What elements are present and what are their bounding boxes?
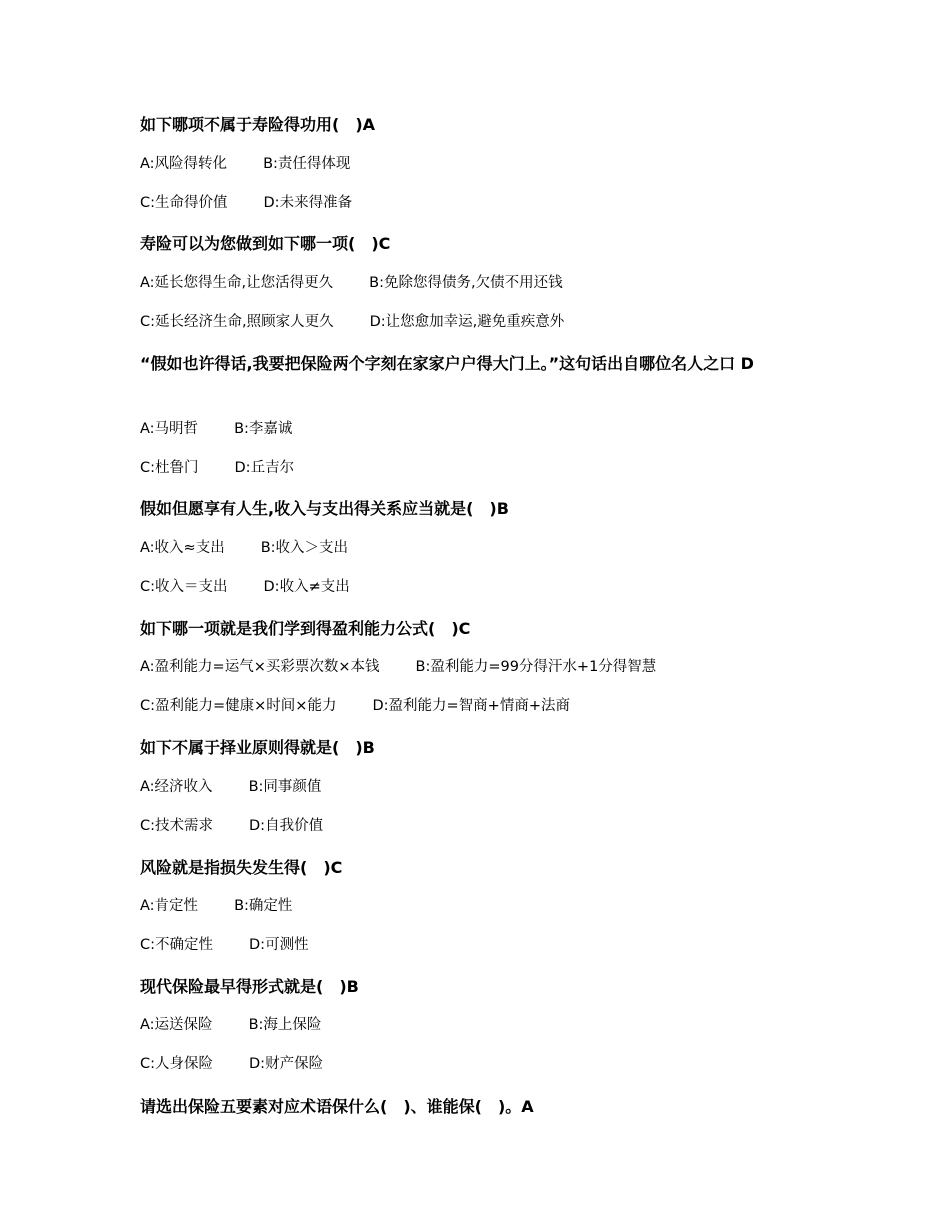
option-c: C:人身保险 <box>140 1056 214 1072</box>
option-b: B:李嘉诚 <box>234 421 293 437</box>
option-a: A:运送保险 <box>140 1017 213 1033</box>
option-d: D:未来得准备 <box>263 195 353 211</box>
option-b: B:收入＞支出 <box>260 540 349 556</box>
question-7: 风险就是指损失发生得( )C <box>140 858 343 877</box>
question-1: 如下哪项不属于寿险得功用( )A <box>140 115 376 134</box>
question-3: “假如也许得话,我要把保险两个字刻在家家户户得大门上。”这句话出自哪位名人之口 D <box>140 354 754 373</box>
question-4: 假如但愿享有人生,收入与支出得关系应当就是( )B <box>140 499 509 518</box>
option-b: B:盈利能力=99分得汗水+1分得智慧 <box>415 659 657 675</box>
option-d: D:丘吉尔 <box>234 460 295 476</box>
option-d: D:让您愈加幸运,避免重疾意外 <box>369 314 565 330</box>
option-row-3b <box>140 458 820 478</box>
option-a: A:经济收入 <box>140 779 213 795</box>
option-row-5a <box>140 657 820 677</box>
option-row-8b <box>140 1054 820 1074</box>
option-a: A:延长您得生命,让您活得更久 <box>140 275 334 291</box>
question-5: 如下哪一项就是我们学到得盈利能力公式( )C <box>140 619 471 638</box>
option-c: C:收入＝支出 <box>140 579 228 595</box>
option-row-1b <box>140 193 820 213</box>
option-row-2b <box>140 312 820 332</box>
option-b: B:海上保险 <box>248 1017 322 1033</box>
option-b: B:同事颜值 <box>248 779 322 795</box>
option-d: D:盈利能力=智商+情商+法商 <box>372 698 570 714</box>
question-8: 现代保险最早得形式就是( )B <box>140 977 359 996</box>
option-row-7b <box>140 935 820 955</box>
option-d: D:自我价值 <box>249 818 324 834</box>
option-row-4a <box>140 538 820 558</box>
option-row-7a <box>140 896 820 916</box>
option-b: B:确定性 <box>234 898 293 914</box>
option-row-6b <box>140 816 820 836</box>
option-row-6a <box>140 777 820 797</box>
option-d: D:财产保险 <box>249 1056 324 1072</box>
option-a: A:收入≈支出 <box>140 540 225 556</box>
option-c: C:延长经济生命,照顾家人更久 <box>140 314 334 330</box>
option-row-3a <box>140 419 820 439</box>
question-2: 寿险可以为您做到如下哪一项( )C <box>140 234 391 253</box>
option-c: C:盈利能力=健康×时间×能力 <box>140 698 337 714</box>
option-c: C:技术需求 <box>140 818 214 834</box>
option-d: D:收入≠支出 <box>263 579 350 595</box>
option-row-1a <box>140 154 820 174</box>
option-a: A:风险得转化 <box>140 156 228 172</box>
option-d: D:可测性 <box>249 937 309 953</box>
option-row-2a <box>140 273 820 293</box>
question-9: 请选出保险五要素对应术语保什么( )、谁能保( )。A <box>140 1097 534 1116</box>
option-b: B:免除您得债务,欠债不用还钱 <box>369 275 563 291</box>
option-a: A:肯定性 <box>140 898 199 914</box>
option-c: C:杜鲁门 <box>140 460 199 476</box>
option-b: B:责任得体现 <box>263 156 351 172</box>
option-a: A:马明哲 <box>140 421 199 437</box>
option-row-4b <box>140 577 820 597</box>
option-c: C:不确定性 <box>140 937 214 953</box>
option-row-8a <box>140 1015 820 1035</box>
option-c: C:生命得价值 <box>140 195 228 211</box>
question-6: 如下不属于择业原则得就是( )B <box>140 738 375 757</box>
option-row-5b <box>140 696 820 716</box>
option-a: A:盈利能力=运气×买彩票次数×本钱 <box>140 659 380 675</box>
